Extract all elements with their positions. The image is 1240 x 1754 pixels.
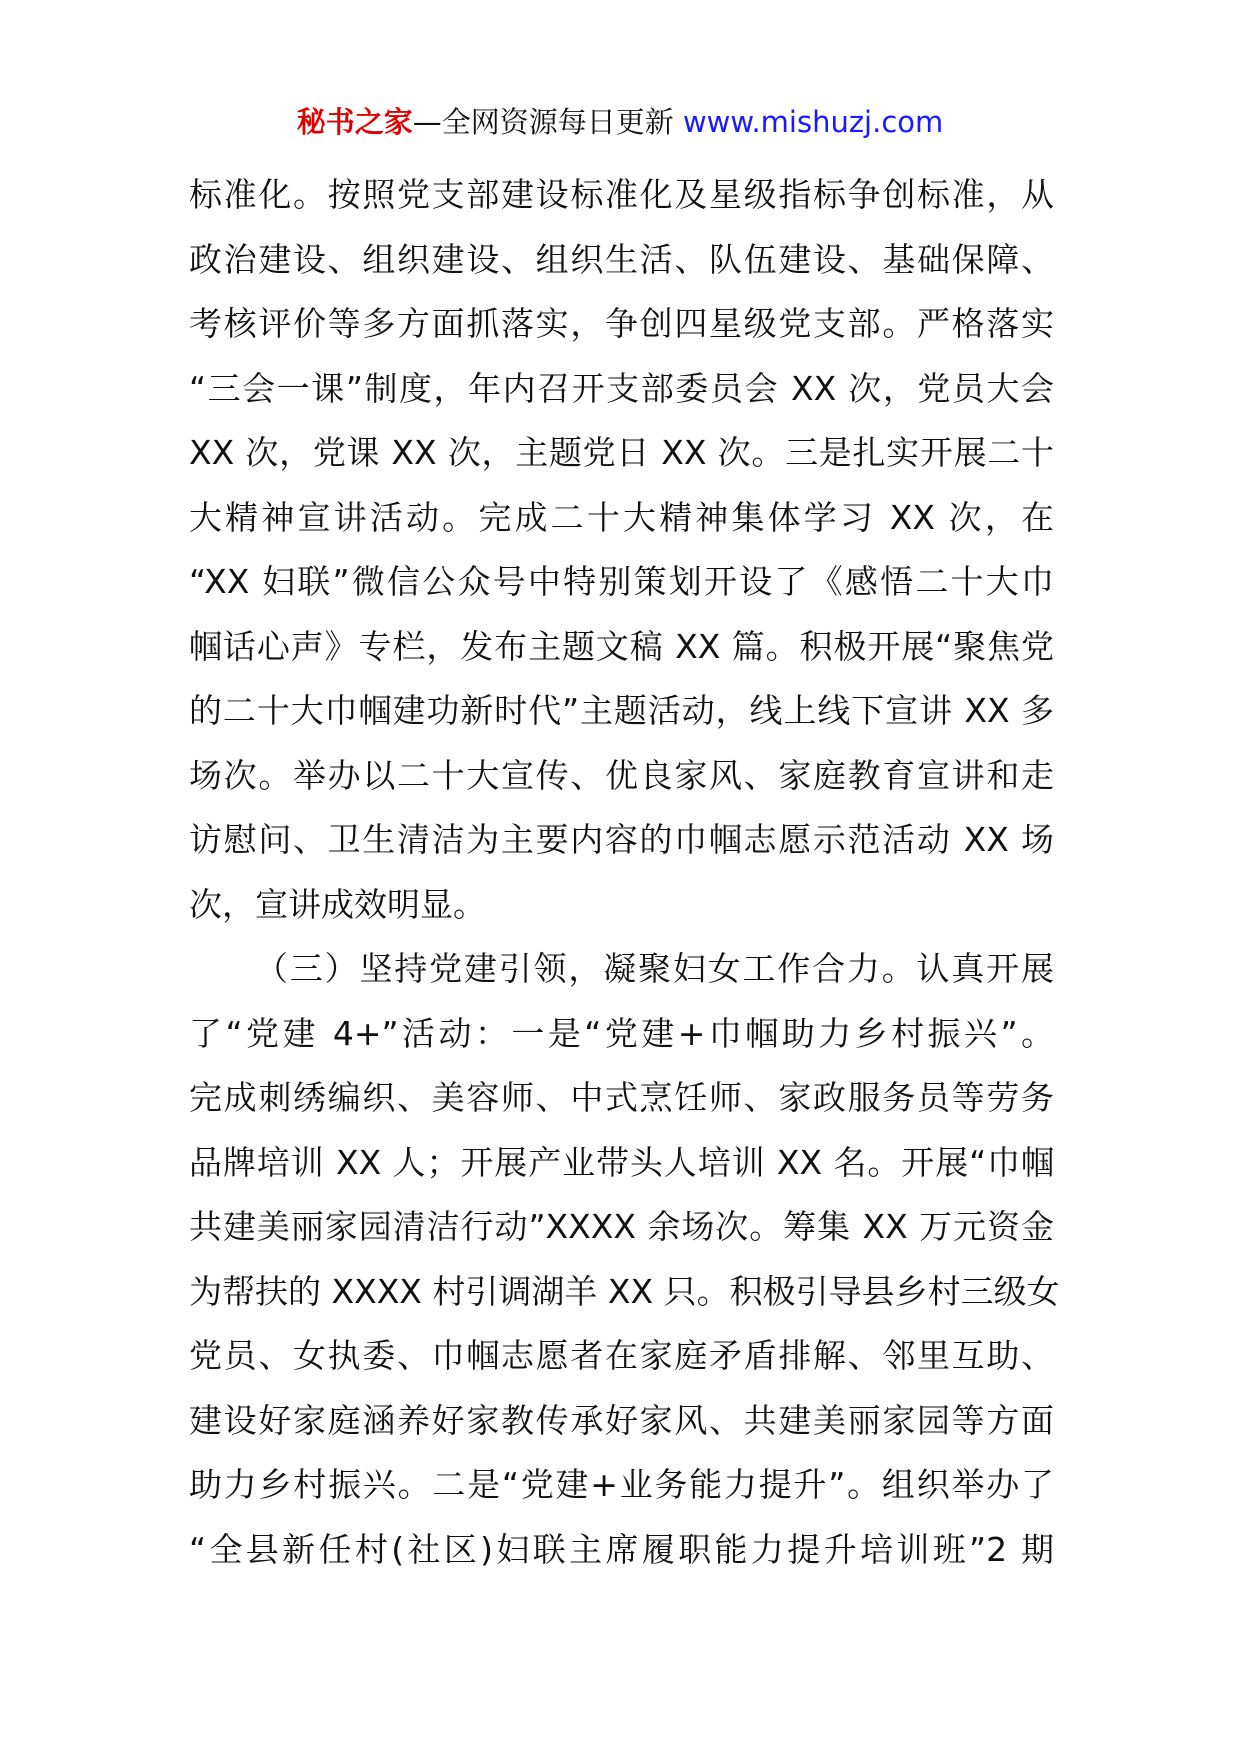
text-line: 了“党建 4+”活动：一是“党建+巾帼助力乡村振兴”。: [189, 1013, 1054, 1053]
section-heading-line: （三）坚持党建引领，凝聚妇女工作合力。认真开展: [255, 949, 1054, 988]
text-line: 政治建设、组织建设、组织生活、队伍建设、基础保障、: [189, 239, 1054, 279]
text-line: 共建美丽家园清洁行动”XXXX 余场次。筹集 XX 万元资金: [189, 1207, 1054, 1246]
text-line: 场次。举办以二十大宣传、优良家风、家庭教育宣讲和走: [189, 755, 1054, 795]
text-line: 考核评价等多方面抓落实，争创四星级党支部。严格落实: [189, 304, 1054, 343]
text-line: 帼话心声》专栏，发布主题文稿 XX 篇。积极开展“聚焦党: [189, 626, 1054, 666]
text-line: 完成刺绣编织、美容师、中式烹饪师、家政服务员等劳务: [189, 1078, 1054, 1117]
text-line: 品牌培训 XX 人；开展产业带头人培训 XX 名。开展“巾帼: [189, 1142, 1054, 1182]
document-body: [189, 163, 1060, 1582]
site-header: [0, 102, 1240, 142]
site-url[interactable]: www.mishuzj.com: [682, 105, 944, 139]
paragraph-end-line: 次，宣讲成效明显。: [189, 884, 486, 924]
text-line: 为帮扶的 XXXX 村引调湖羊 XX 只。积极引导县乡村三级女: [189, 1271, 1060, 1311]
text-line: “XX 妇联”微信公众号中特别策划开设了《感悟二十大巾: [189, 562, 1054, 601]
text-line: 标准化。按照党支部建设标准化及星级指标争创标准，从: [189, 175, 1054, 214]
site-tagline: —全网资源每日更新: [412, 105, 674, 139]
text-line: “三会一课”制度，年内召开支部委员会 XX 次，党员大会: [189, 368, 1054, 408]
text-line: 的二十大巾帼建功新时代”主题活动，线上线下宣讲 XX 多: [189, 691, 1054, 730]
text-line: 建设好家庭涵养好家教传承好家风、共建美丽家园等方面: [189, 1400, 1054, 1440]
text-line: 党员、女执委、巾帼志愿者在家庭矛盾排解、邻里互助、: [189, 1336, 1054, 1375]
text-line: “全县新任村(社区)妇联主席履职能力提升培训班”2 期: [189, 1529, 1054, 1569]
text-line: 访慰问、卫生清洁为主要内容的巾帼志愿示范活动 XX 场: [189, 820, 1054, 859]
text-line: XX 次，党课 XX 次，主题党日 XX 次。三是扎实开展二十: [189, 433, 1054, 472]
text-line: 大精神宣讲活动。完成二十大精神集体学习 XX 次，在: [189, 497, 1054, 537]
text-line: 助力乡村振兴。二是“党建+业务能力提升”。组织举办了: [189, 1465, 1054, 1504]
site-brand: 秘书之家: [296, 105, 413, 139]
